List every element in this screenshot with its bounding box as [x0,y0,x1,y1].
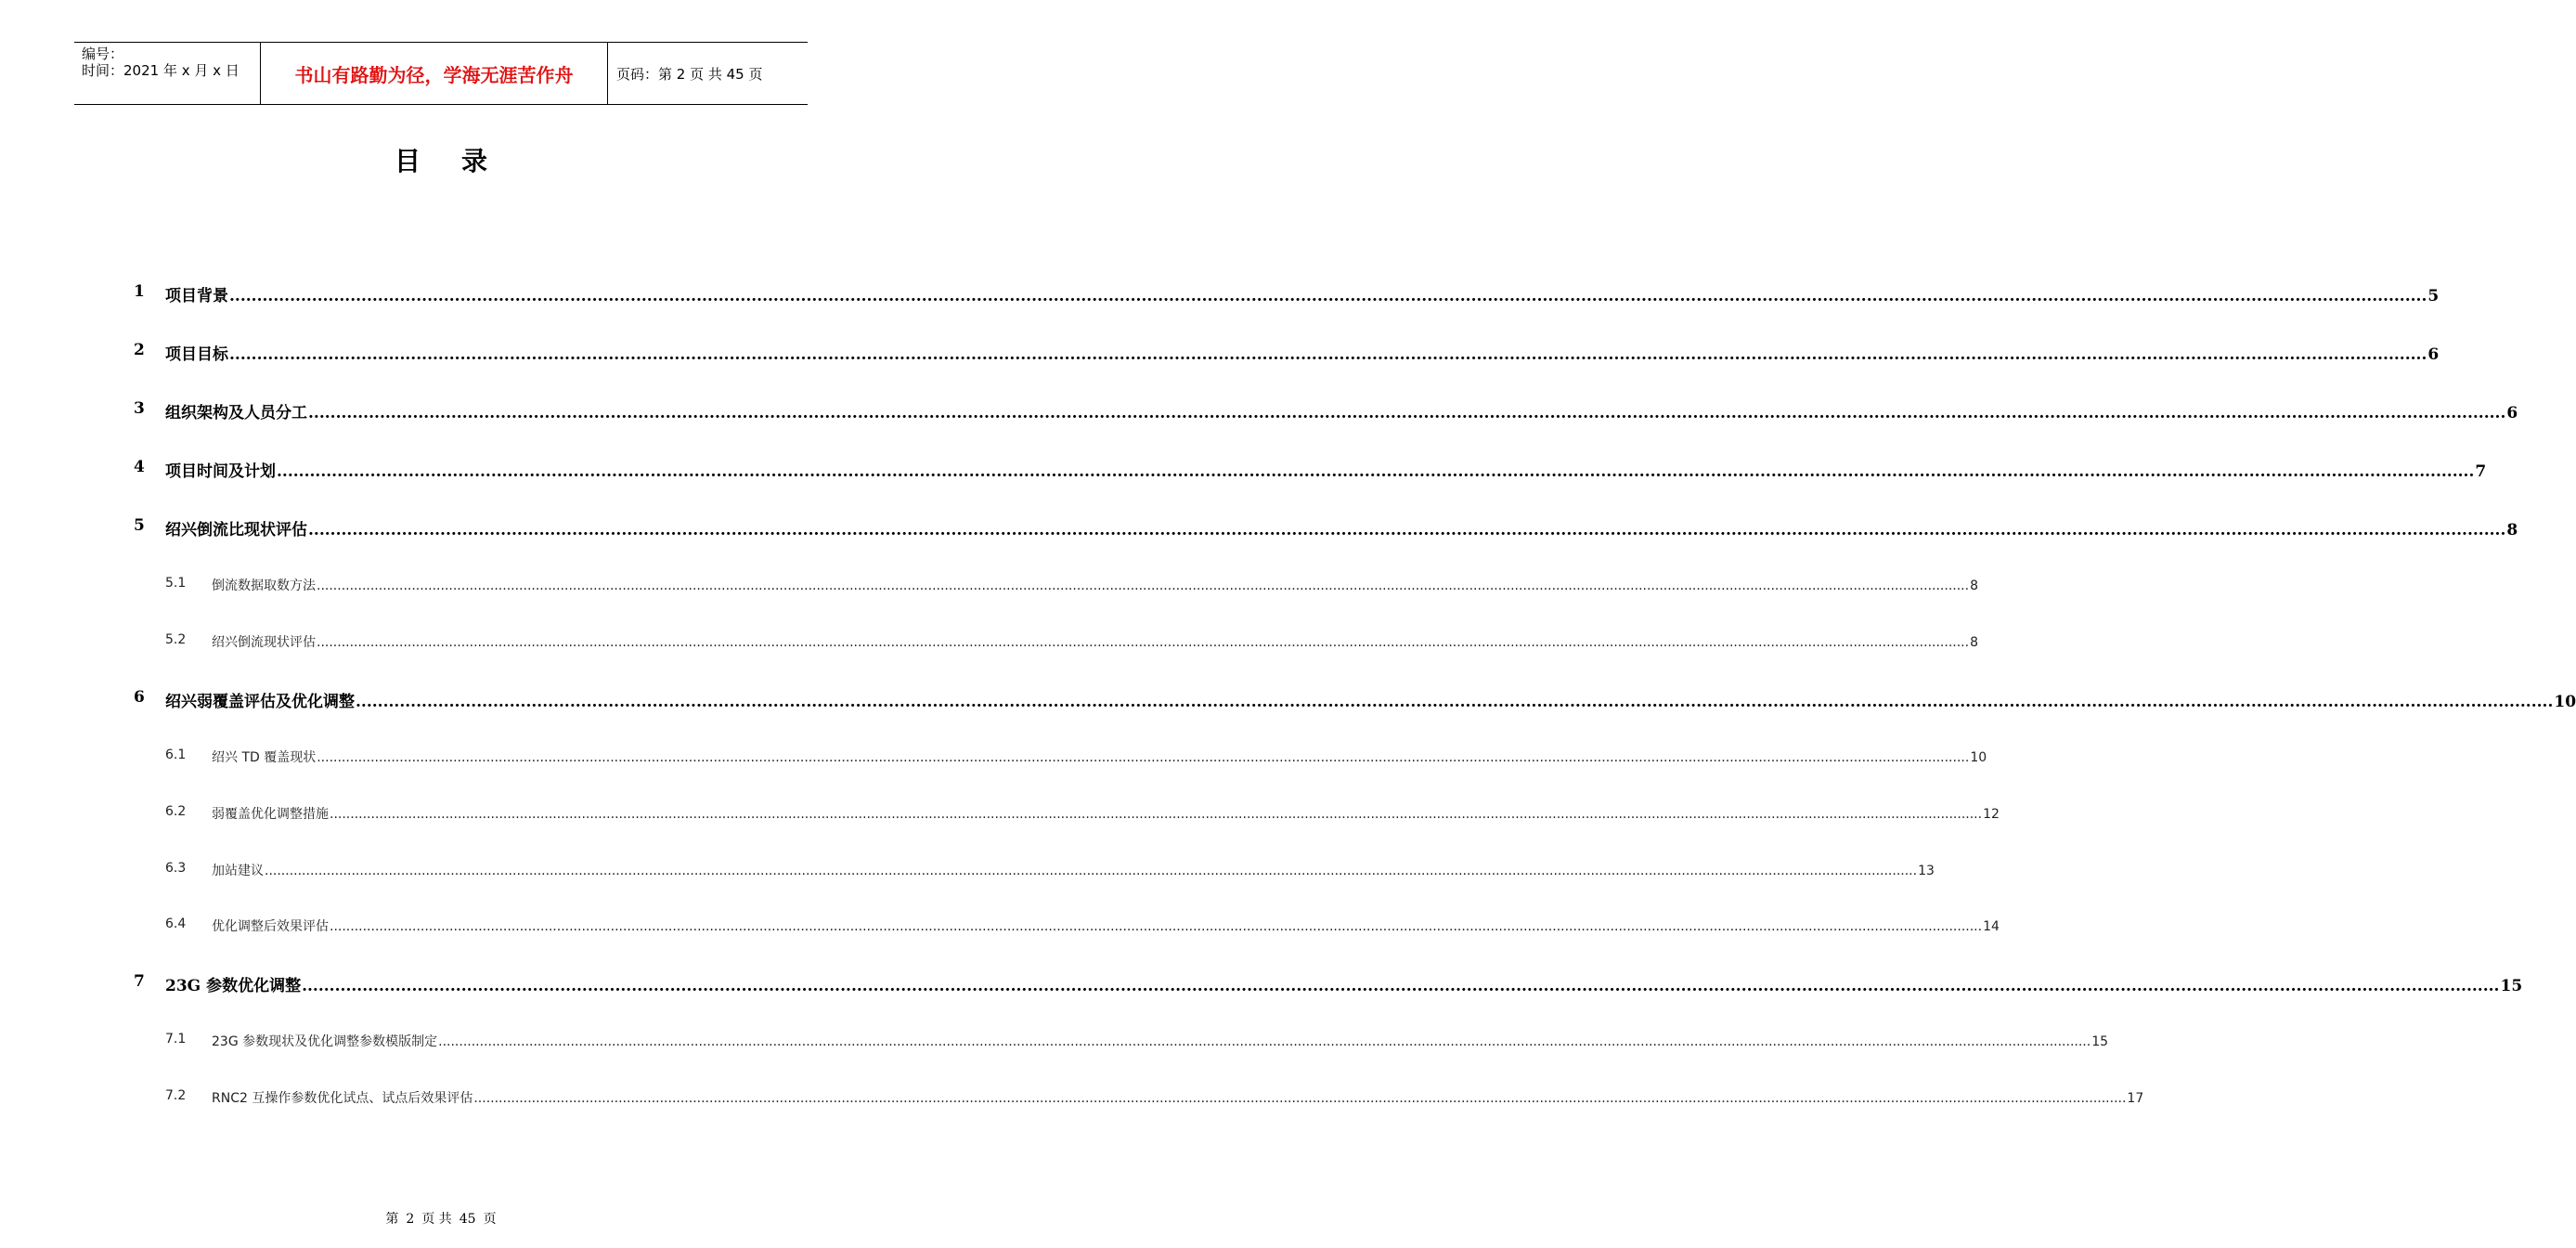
toc-entry-page: 15 [2500,977,2523,995]
toc-leader-dots: ................................................................................................................................................................................................................................................................................................................................................................................................................ [330,919,1983,934]
toc-entry-page: 15 [2091,1034,2109,1049]
footer-current-page: 2 [406,1212,415,1227]
toc-entry-number: 2 [134,341,145,359]
header-motto: 书山有路勤为径，学海无涯苦作舟 [261,43,608,104]
toc-entry-page: 12 [1983,807,2000,822]
toc-leader-dots: ................................................................................................................................................................................................................................................................................................................................................................................................................ [229,345,2427,364]
toc-entry-label: RNC2 互操作参数优化试点、试点后效果评估 [212,1091,473,1106]
toc-entry-label: 项目时间及计划 [165,462,276,481]
toc-entry-number: 6 [134,688,145,707]
page-footer [0,1209,882,1228]
toc-leader-dots: ................................................................................................................................................................................................................................................................................................................................................................................................................ [308,404,2506,422]
header-page-info: 页码：第 2 页 共 45 页 [616,65,763,83]
page-header [74,42,808,105]
toc-entry-number: 7 [134,972,145,991]
toc-leader-dots: ................................................................................................................................................................................................................................................................................................................................................................................................................ [356,693,2554,711]
toc-entry-label: 绍兴弱覆盖评估及优化调整 [165,693,355,711]
toc-entry-label: 23G 参数优化调整 [165,977,302,995]
toc-leader-dots: ................................................................................................................................................................................................................................................................................................................................................................................................................ [317,635,1970,650]
toc-entry-label: 组织架构及人员分工 [165,404,307,422]
toc-leader-dots: ................................................................................................................................................................................................................................................................................................................................................................................................................ [277,462,2475,481]
toc-leader-dots: ................................................................................................................................................................................................................................................................................................................................................................................................................ [330,807,1983,822]
toc-entry-number: 6.2 [165,804,187,819]
toc-leader-dots: ................................................................................................................................................................................................................................................................................................................................................................................................................ [317,578,1970,593]
toc-leader-dots: ................................................................................................................................................................................................................................................................................................................................................................................................................ [438,1034,2091,1049]
toc-entry-label: 项目背景 [165,287,228,306]
toc-entry-label: 倒流数据取数方法 [212,578,316,593]
toc-entry-page: 6 [2506,404,2518,422]
toc-entry-page: 14 [1983,919,2000,934]
doc-number-label: 编号： [82,46,124,62]
toc-entry-number: 4 [134,458,145,476]
toc-entry-number: 3 [134,399,145,418]
page-title [0,141,882,178]
toc-entry-number: 7.2 [165,1088,187,1103]
toc-entry-number: 7.1 [165,1032,187,1046]
toc-entry-number: 1 [134,282,145,301]
toc-entry-page: 8 [1970,635,1978,650]
toc-entry-number: 6.1 [165,748,187,762]
toc-entry-label: 绍兴倒流比现状评估 [165,521,307,540]
header-meta [74,43,261,104]
toc-entry-page: 13 [1918,864,1935,878]
toc-entry-label: 绍兴倒流现状评估 [212,635,316,650]
toc-entry-number: 5.2 [165,632,187,647]
toc-entry-label: 项目目标 [165,345,228,364]
toc-leader-dots: ................................................................................................................................................................................................................................................................................................................................................................................................................ [302,977,2500,995]
toc-entry-page: 7 [2475,462,2487,481]
toc-leader-dots: ................................................................................................................................................................................................................................................................................................................................................................................................................ [308,521,2506,540]
toc-entry-number: 5.1 [165,576,187,591]
toc-leader-dots: ................................................................................................................................................................................................................................................................................................................................................................................................................ [229,287,2427,306]
toc-entry-number: 5 [134,516,145,535]
toc-leader-dots: ................................................................................................................................................................................................................................................................................................................................................................................................................ [265,864,1918,878]
title-char-2: 录 [461,146,488,176]
toc-leader-dots: ................................................................................................................................................................................................................................................................................................................................................................................................................ [473,1091,2127,1106]
title-char-1: 目 [394,146,421,176]
footer-mid: 页 共 [421,1212,452,1227]
toc-entry-number: 6.4 [165,916,187,931]
toc-entry-page: 10 [2554,693,2576,711]
footer-suffix: 页 [483,1212,497,1227]
toc-entry-label: 弱覆盖优化调整措施 [212,807,329,822]
toc-entry-page: 5 [2427,287,2440,306]
toc-entry-page: 8 [2506,521,2518,540]
toc-entry-page: 6 [2427,345,2440,364]
toc-entry-number: 6.3 [165,861,187,876]
toc-entry-page: 17 [2127,1091,2144,1106]
toc-leader-dots: ................................................................................................................................................................................................................................................................................................................................................................................................................ [317,750,1970,765]
toc-entry-label: 23G 参数现状及优化调整参数模版制定 [212,1034,438,1049]
toc-entry-label: 加站建议 [212,864,264,878]
doc-time-label: 时间：2021 年 x 月 x 日 [82,62,239,79]
toc-entry-page: 8 [1970,578,1978,593]
footer-prefix: 第 [385,1212,399,1227]
toc-entry-label: 优化调整后效果评估 [212,919,329,934]
footer-total-pages: 45 [459,1212,476,1227]
toc-entry-label: 绍兴 TD 覆盖现状 [212,750,317,765]
toc-entry-page: 10 [1970,750,1987,765]
